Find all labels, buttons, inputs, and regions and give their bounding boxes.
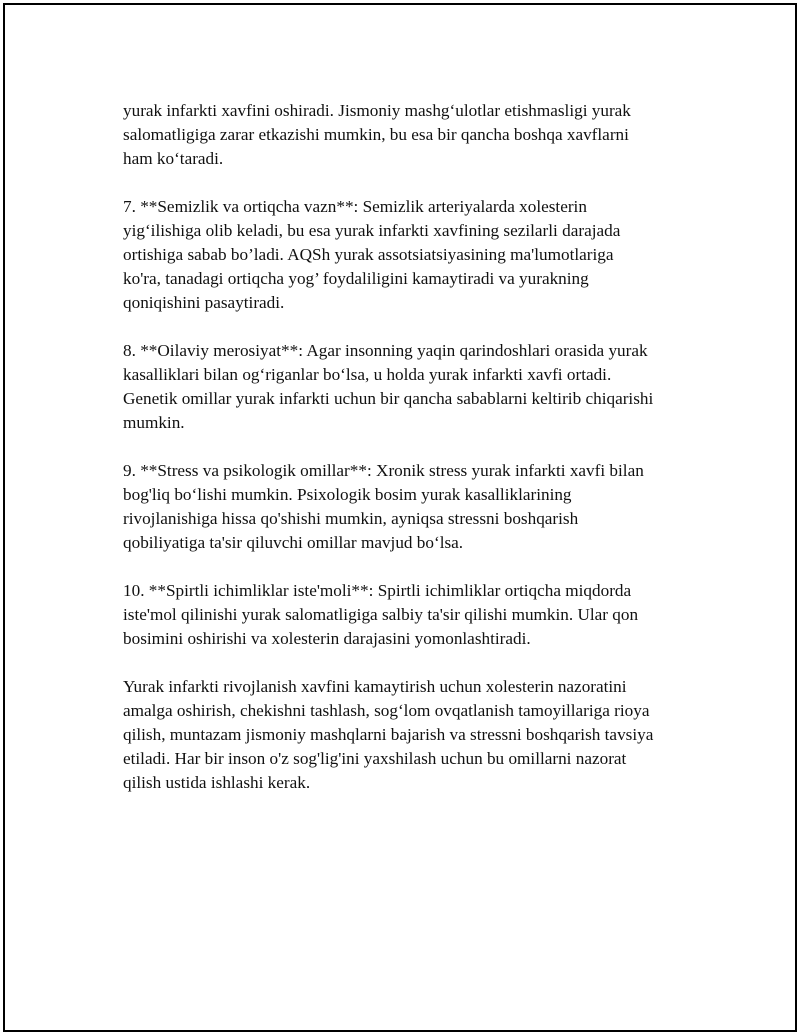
text-line: qobiliyatiga ta'sir qiluvchi omillar mavjud bo‘lsa. — [123, 533, 464, 552]
text-line: 8. **Oilaviy merosiyat**: Agar insonning yaqin qarindoshlari orasida yurak — [123, 341, 648, 360]
text-line: iste'mol qilinishi yurak salomatligiga salbiy ta'sir qilishi mumkin. Ular qon — [123, 605, 639, 624]
text-line: salomatligiga zarar etkazishi mumkin, bu esa bir qancha boshqa xavflarni — [123, 125, 629, 144]
paragraph-intro — [123, 99, 703, 171]
text-line: 7. **Semizlik va ortiqcha vazn**: Semizlik arteriyalarda xolesterin — [123, 197, 587, 216]
text-line: amalga oshirish, chekishni tashlash, sog‘lom ovqatlanish tamoyillariga rioya — [123, 701, 650, 720]
paragraph-conclusion — [123, 675, 703, 795]
text-line: kasalliklari bilan og‘riganlar bo‘lsa, u holda yurak infarkti xavfi ortadi. — [123, 365, 612, 384]
text-line: Genetik omillar yurak infarkti uchun bir qancha sabablarni keltirib chiqarishi — [123, 389, 654, 408]
text-line: qilish ustida ishlashi kerak. — [123, 773, 311, 792]
text-line: 10. **Spirtli ichimliklar iste'moli**: Spirtli ichimliklar ortiqcha miqdorda — [123, 581, 632, 600]
text-line: yurak infarkti xavfini oshiradi. Jismoniy mashg‘ulotlar etishmasligi yurak — [123, 101, 631, 120]
text-line: ortishiga sabab bo’ladi. AQSh yurak assotsiatsiyasining ma'lumotlariga — [123, 245, 614, 264]
text-line: qoniqishini pasaytiradi. — [123, 293, 285, 312]
text-line: ko'ra, tanadagi ortiqcha yog’ foydaliligini kamaytiradi va yurakning — [123, 269, 589, 288]
text-line: 9. **Stress va psikologik omillar**: Xronik stress yurak infarkti xavfi bilan — [123, 461, 644, 480]
text-line: mumkin. — [123, 413, 185, 432]
paragraph-item-9 — [123, 459, 703, 555]
document-page — [3, 3, 797, 1032]
document-body — [123, 99, 703, 819]
paragraph-item-10 — [123, 579, 703, 651]
paragraph-item-8 — [123, 339, 703, 435]
paragraph-item-7 — [123, 195, 703, 315]
text-line: rivojlanishiga hissa qo'shishi mumkin, ayniqsa stressni boshqarish — [123, 509, 579, 528]
text-line: Yurak infarkti rivojlanish xavfini kamaytirish uchun xolesterin nazoratini — [123, 677, 627, 696]
text-line: qilish, muntazam jismoniy mashqlarni bajarish va stressni boshqarish tavsiya — [123, 725, 654, 744]
text-line: etiladi. Har bir inson o'z sog'lig'ini yaxshilash uchun bu omillarni nazorat — [123, 749, 627, 768]
text-line: bog'liq bo‘lishi mumkin. Psixologik bosim yurak kasalliklarining — [123, 485, 572, 504]
text-line: ham ko‘taradi. — [123, 149, 224, 168]
text-line: yig‘ilishiga olib keladi, bu esa yurak infarkti xavfining sezilarli darajada — [123, 221, 621, 240]
text-line: bosimini oshirishi va xolesterin darajasini yomonlashtiradi. — [123, 629, 531, 648]
